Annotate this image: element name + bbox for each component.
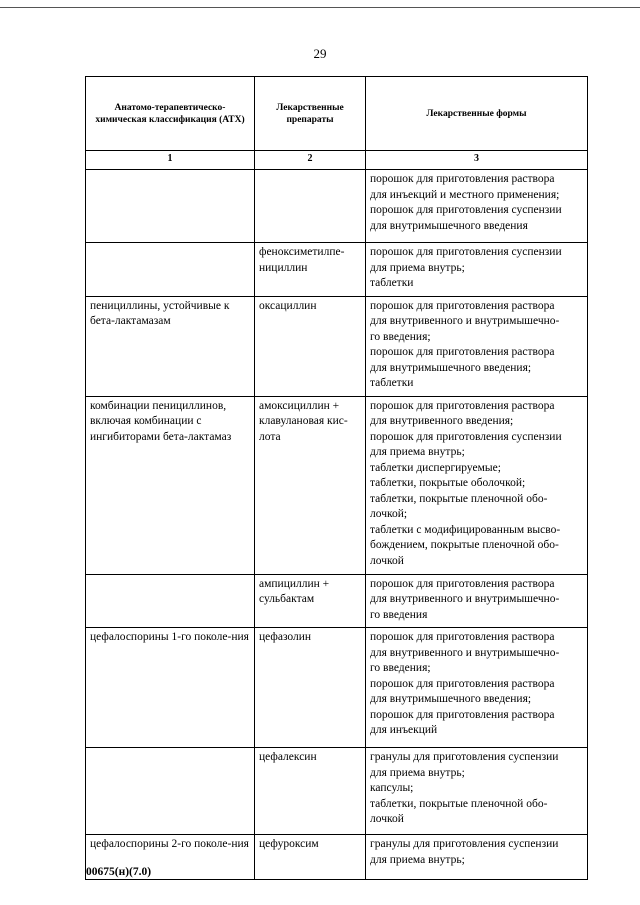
form-line: для инъекций и местного применения;: [370, 188, 560, 201]
form-line: для приема внутрь;: [370, 261, 465, 274]
forms-cell: [366, 835, 588, 880]
form-line: лочкой: [370, 813, 404, 825]
form-line: для внутримышечного введения;: [370, 693, 532, 705]
column-number: 3: [366, 151, 588, 170]
atx-cell: пенициллины, устойчивые к бета-лактамазам: [86, 296, 255, 396]
form-line: таблетки, покрытые пленочной обо-: [370, 797, 548, 810]
atx-cell: комбинации пенициллинов, включая комбинации с ингибиторами бета-лактамаз: [86, 396, 255, 574]
form-line: порошок для приготовления раствора: [370, 577, 555, 590]
table-row: [86, 628, 588, 748]
form-line: капсулы;: [370, 782, 414, 794]
drug-table: [85, 76, 588, 880]
form-line: порошок для приготовления раствора: [370, 677, 555, 690]
forms-cell: [366, 628, 588, 748]
form-line: для внутримышечного введения: [370, 219, 528, 232]
form-line: порошок для приготовления раствора: [370, 399, 555, 412]
atx-cell: [86, 748, 255, 835]
column-number: 1: [86, 151, 255, 170]
forms-cell: [366, 574, 588, 628]
form-line: го введения;: [370, 662, 431, 674]
drug-cell: ампициллин + сульбактам: [255, 574, 366, 628]
forms-cell: [366, 296, 588, 396]
form-line: для внутривенного и внутримышечно-: [370, 646, 560, 659]
form-line: для приема внутрь;: [370, 853, 465, 866]
form-line: лочкой;: [370, 508, 408, 520]
form-line: таблетки: [370, 377, 414, 389]
form-line: таблетки диспергируемые;: [370, 461, 501, 474]
form-line: таблетки, покрытые пленочной обо-: [370, 492, 548, 505]
form-line: бождением, покрытые пленочной обо-: [370, 539, 559, 551]
forms-cell: [366, 396, 588, 574]
table-row: [86, 170, 588, 243]
form-line: го введения: [370, 608, 428, 621]
drug-cell: феноксиметилпе-нициллин: [255, 243, 366, 297]
table-row: [86, 748, 588, 835]
form-line: для приема внутрь;: [370, 766, 465, 779]
drug-cell: цефазолин: [255, 628, 366, 748]
form-line: порошок для приготовления раствора: [370, 299, 555, 312]
form-line: таблетки с модифицированным высво-: [370, 523, 561, 536]
atx-cell: [86, 170, 255, 243]
forms-cell: [366, 170, 588, 243]
form-line: порошок для приготовления раствора: [370, 708, 555, 721]
table-row: [86, 296, 588, 396]
top-rule: [0, 7, 640, 8]
form-line: гранулы для приготовления суспензии: [370, 751, 559, 763]
drug-cell: [255, 170, 366, 243]
footer-code: 00675(н)(7.0): [86, 866, 152, 878]
form-line: для внутривенного и внутримышечно-: [370, 315, 560, 327]
form-line: для внутримышечного введения;: [370, 361, 532, 374]
page-number: 29: [313, 46, 327, 61]
drug-cell: цефалексин: [255, 748, 366, 835]
header-atx: Анатомо-терапевтическо-химическая классификация (АТХ): [86, 77, 255, 151]
column-number: 2: [255, 151, 366, 170]
form-line: лочкой: [370, 554, 404, 567]
form-line: порошок для приготовления раствора: [370, 346, 555, 358]
atx-cell: цефалоспорины 2-го поколе-ния: [86, 835, 255, 880]
drug-cell: цефуроксим: [255, 835, 366, 880]
table-row: [86, 574, 588, 628]
table-row: [86, 243, 588, 297]
drug-cell: амоксициллин + клавулановая кис-лота: [255, 396, 366, 574]
forms-cell: [366, 748, 588, 835]
form-line: таблетки: [370, 277, 414, 289]
form-line: порошок для приготовления суспензии: [370, 204, 562, 216]
atx-cell: [86, 243, 255, 297]
header-drugs: Лекарственные препараты: [255, 77, 366, 151]
form-line: порошок для приготовления суспензии: [370, 246, 562, 258]
header-forms: Лекарственные формы: [366, 77, 588, 151]
form-line: порошок для приготовления суспензии: [370, 430, 562, 443]
table-row: [86, 835, 588, 880]
atx-cell: [86, 574, 255, 628]
atx-cell: цефалоспорины 1-го поколе-ния: [86, 628, 255, 748]
form-line: для внутривенного и внутримышечно-: [370, 593, 560, 605]
form-line: для приема внутрь;: [370, 446, 465, 458]
forms-cell: [366, 243, 588, 297]
form-line: порошок для приготовления раствора: [370, 173, 555, 185]
form-line: для инъекций: [370, 724, 438, 736]
form-line: гранулы для приготовления суспензии: [370, 838, 559, 850]
table-row: [86, 396, 588, 574]
form-line: для внутривенного введения;: [370, 415, 514, 427]
form-line: го введения;: [370, 330, 431, 343]
drug-cell: оксациллин: [255, 296, 366, 396]
form-line: таблетки, покрытые оболочкой;: [370, 477, 526, 489]
form-line: порошок для приготовления раствора: [370, 631, 555, 643]
